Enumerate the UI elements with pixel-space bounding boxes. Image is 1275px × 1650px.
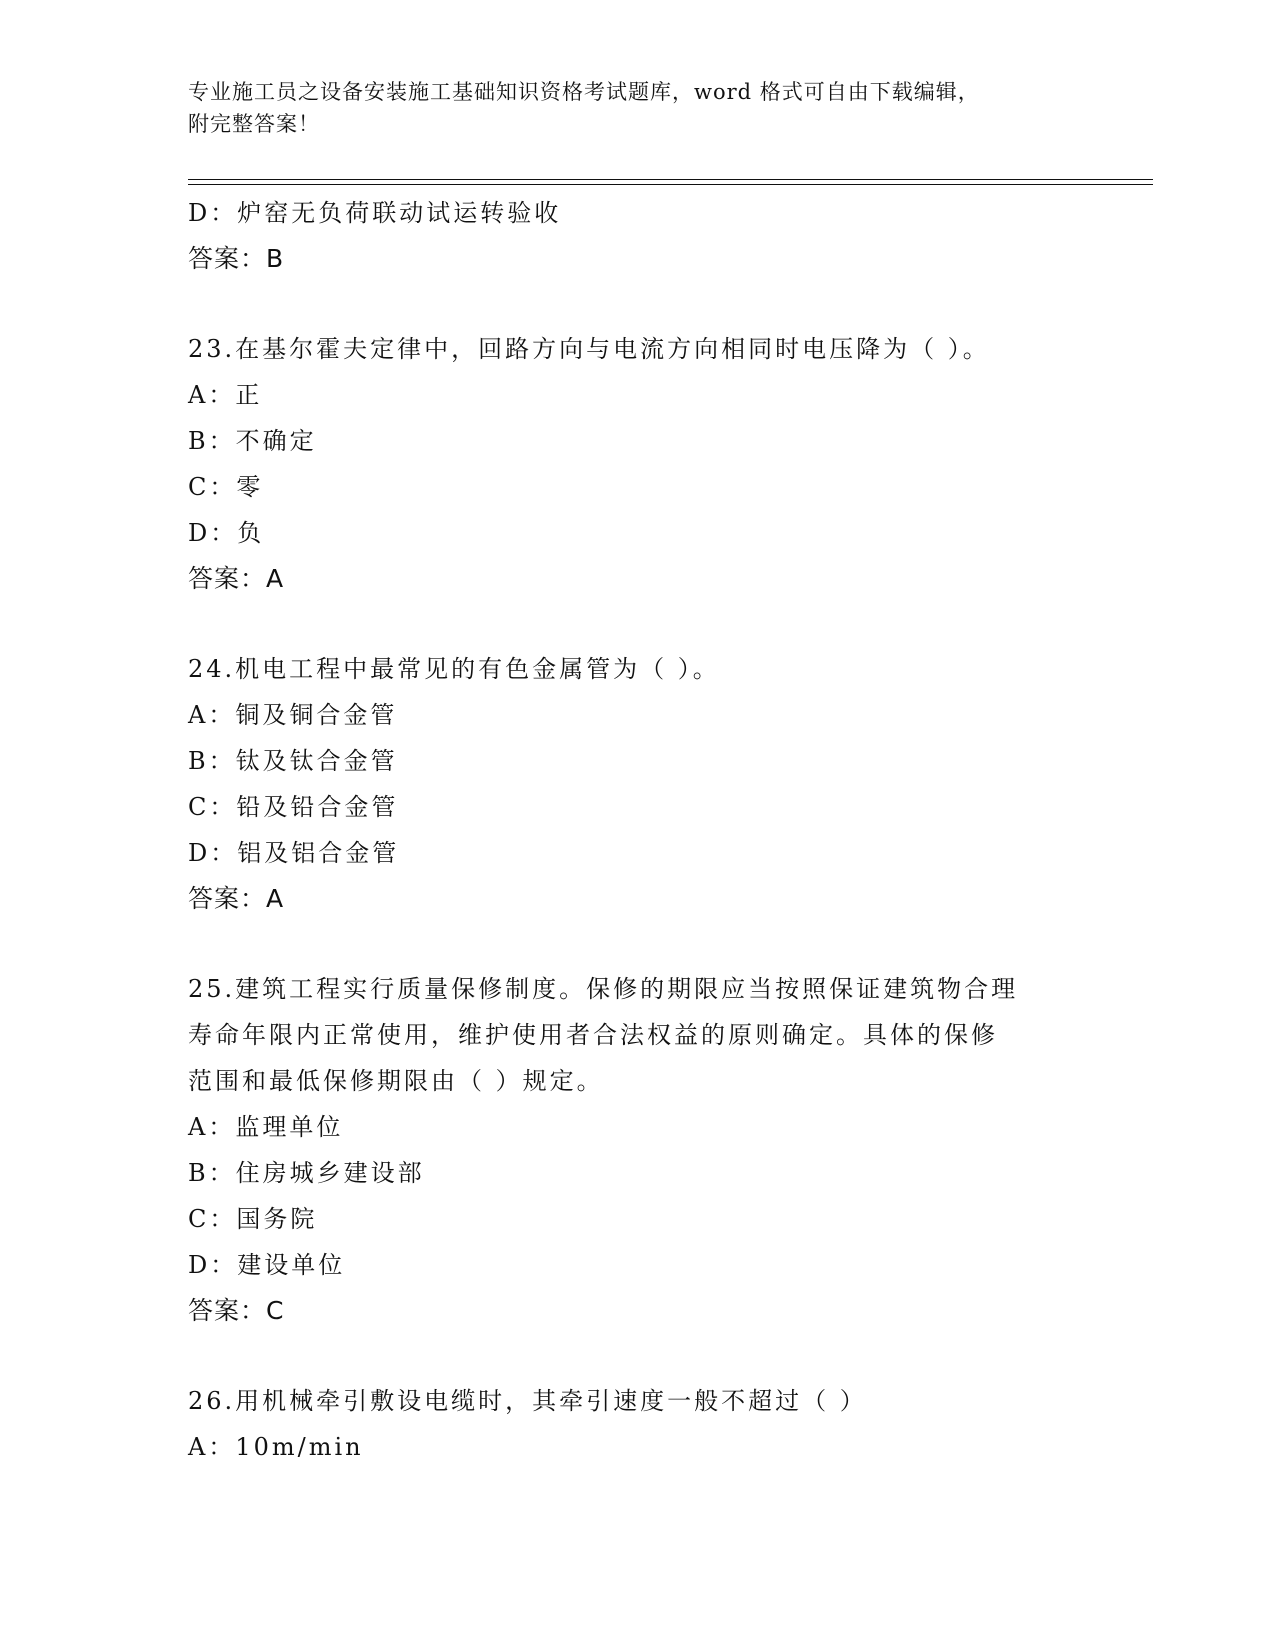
option-b: B：住房城乡建设部 [188,1159,425,1187]
question-stem-line-3: 范围和最低保修期限由（ ）规定。 [188,1067,604,1095]
spacer [188,602,1088,646]
answer: 答案：C [188,1296,285,1325]
question-25 [188,966,1088,1334]
spacer [188,282,1088,326]
answer: 答案：B [188,244,285,273]
header-divider-bottom [188,184,1153,185]
option-d: D：负 [188,519,265,547]
option-c: C：国务院 [188,1205,318,1233]
option-a: A：监理单位 [188,1113,344,1141]
document-header [188,76,1088,140]
question-stem: 24.机电工程中最常见的有色金属管为（ ）。 [188,655,720,683]
question-22-tail [188,190,1088,282]
option-d: D：铝及铝合金管 [188,839,400,867]
header-divider-top [188,179,1153,180]
option-a: A：正 [188,381,263,409]
question-stem: 26.用机械牵引敷设电缆时，其牵引速度一般不超过（ ） [188,1387,867,1415]
question-24 [188,646,1088,922]
question-stem: 23.在基尔霍夫定律中，回路方向与电流方向相同时电压降为（ ）。 [188,335,990,363]
option-a: A：铜及铜合金管 [188,701,398,729]
answer: 答案：A [188,884,285,913]
spacer [188,922,1088,966]
question-23 [188,326,1088,602]
spacer [188,1334,1088,1378]
question-stem-line-2: 寿命年限内正常使用，维护使用者合法权益的原则确定。具体的保修 [188,1021,998,1049]
option-c: C：零 [188,473,264,501]
option-c: C：铅及铅合金管 [188,793,399,821]
option-b: B：钛及钛合金管 [188,747,398,775]
option-b: B：不确定 [188,427,317,455]
answer: 答案：A [188,564,285,593]
option-a: A：10m/min [188,1433,364,1461]
question-stem-line-1: 25.建筑工程实行质量保修制度。保修的期限应当按照保证建筑物合理 [188,975,1019,1003]
header-line-2: 附完整答案！ [188,112,320,136]
question-26 [188,1378,1088,1470]
question-list [188,190,1088,1470]
option-d: D：炉窑无负荷联动试运转验收 [188,199,562,227]
option-d: D：建设单位 [188,1251,346,1279]
header-line-1: 专业施工员之设备安装施工基础知识资格考试题库，word 格式可自由下载编辑， [188,80,980,104]
